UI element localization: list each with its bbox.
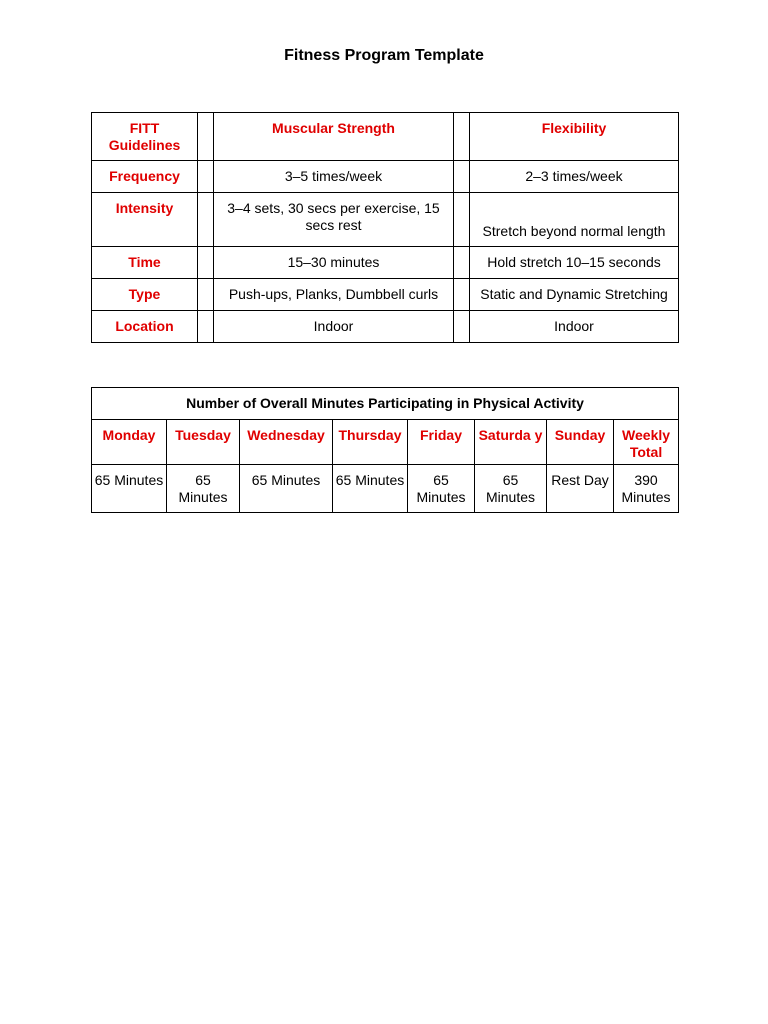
fitt-header-flexibility: Flexibility [470,113,679,161]
strength-location: Indoor [214,311,454,343]
fitt-table [91,112,679,343]
day-header-wednesday: Wednesday [240,420,333,465]
row-label-intensity: Intensity [92,193,198,247]
strength-time: 15–30 minutes [214,247,454,279]
column-divider [454,161,470,193]
minutes-weekly-total: 390 Minutes [614,465,679,513]
fitt-header-row [92,113,679,161]
page-title: Fitness Program Template [284,47,484,64]
flexibility-time: Hold stretch 10–15 seconds [470,247,679,279]
table-row [92,247,679,279]
minutes-tuesday: 65 Minutes [167,465,240,513]
row-label-location: Location [92,311,198,343]
column-divider [454,247,470,279]
day-header-friday: Friday [408,420,475,465]
row-label-frequency: Frequency [92,161,198,193]
day-header-tuesday: Tuesday [167,420,240,465]
column-divider [198,311,214,343]
flexibility-location: Indoor [470,311,679,343]
strength-intensity: 3–4 sets, 30 secs per exercise, 15 secs rest [214,193,454,247]
minutes-saturday: 65 Minutes [475,465,547,513]
column-divider [198,193,214,247]
minutes-title-row [92,388,679,420]
flexibility-type: Static and Dynamic Stretching [470,279,679,311]
strength-type: Push-ups, Planks, Dumbbell curls [214,279,454,311]
day-header-weekly-total: Weekly Total [614,420,679,465]
minutes-wednesday: 65 Minutes [240,465,333,513]
column-divider [198,161,214,193]
minutes-monday: 65 Minutes [92,465,167,513]
column-divider [454,193,470,247]
strength-frequency: 3–5 times/week [214,161,454,193]
fitt-header-strength: Muscular Strength [214,113,454,161]
flexibility-frequency: 2–3 times/week [470,161,679,193]
minutes-friday: 65 Minutes [408,465,475,513]
day-header-sunday: Sunday [547,420,614,465]
table-row [92,279,679,311]
column-divider [198,279,214,311]
column-divider [454,279,470,311]
minutes-sunday: Rest Day [547,465,614,513]
day-header-monday: Monday [92,420,167,465]
table-row [92,161,679,193]
flexibility-intensity: Stretch beyond normal length [470,193,679,247]
row-label-type: Type [92,279,198,311]
days-header-row [92,420,679,465]
row-label-time: Time [92,247,198,279]
table-row [92,311,679,343]
day-header-thursday: Thursday [333,420,408,465]
minutes-table [91,387,679,513]
day-header-saturday: Saturda y [475,420,547,465]
column-divider [454,113,470,161]
minutes-table-title: Number of Overall Minutes Participating in Physical Activity [92,388,679,420]
column-divider [198,247,214,279]
column-divider [454,311,470,343]
fitt-header-guidelines: FITT Guidelines [92,113,198,161]
minutes-thursday: 65 Minutes [333,465,408,513]
table-row [92,193,679,247]
minutes-values-row [92,465,679,513]
column-divider [198,113,214,161]
